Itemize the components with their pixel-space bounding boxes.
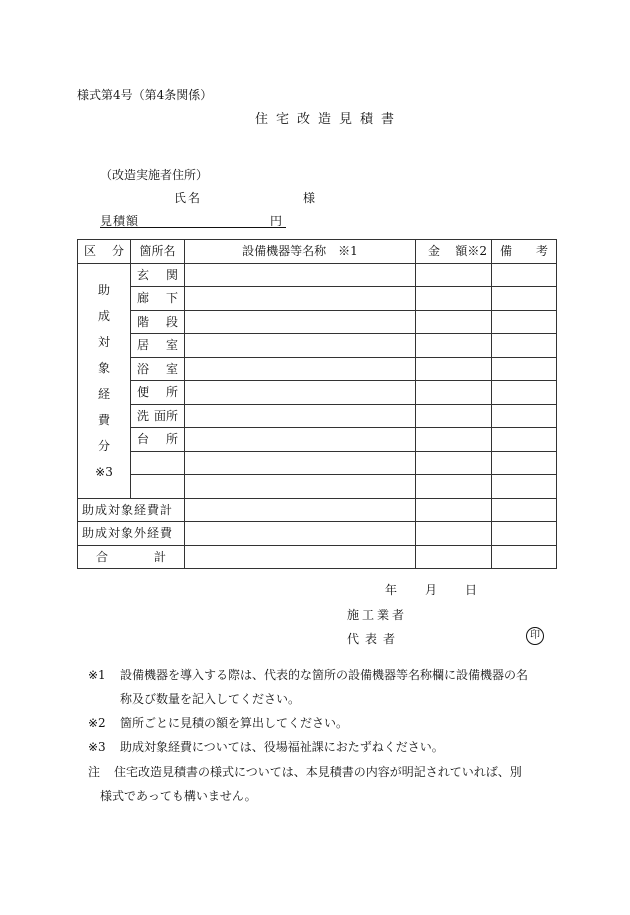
remarks-cell[interactable] (492, 263, 557, 287)
remarks-cell[interactable] (492, 428, 557, 452)
remarks-cell[interactable] (492, 287, 557, 311)
total-label: 合 計 (78, 545, 185, 569)
header-category: 区 分 (78, 240, 131, 264)
applicant-name-label: 氏名 (174, 191, 203, 205)
equipment-cell[interactable] (185, 498, 416, 522)
applicant-address-label: （改造実施者住所） (100, 168, 209, 182)
place-cell: 玄 関 (131, 263, 185, 287)
place-cell[interactable] (131, 451, 185, 475)
equipment-cell[interactable] (185, 428, 416, 452)
equipment-cell[interactable] (185, 451, 416, 475)
remarks-cell[interactable] (492, 451, 557, 475)
note-3: ※3 助成対象経費については、役場福祉課におたずねください。 (88, 740, 444, 754)
amount-cell[interactable] (416, 404, 492, 428)
table-row (78, 310, 557, 334)
seal-mark-icon: 印 (526, 627, 544, 645)
note-2: ※2 箇所ごとに見積の額を算出してください。 (88, 716, 349, 730)
place-cell: 居 室 (131, 334, 185, 358)
date-line (385, 581, 477, 598)
table-row (78, 451, 557, 475)
remarks-cell[interactable] (492, 404, 557, 428)
equipment-cell[interactable] (185, 357, 416, 381)
note-caution-continuation: 様式であっても構いません。 (100, 789, 257, 803)
table-row (78, 263, 557, 287)
yen-label: 円 (270, 214, 283, 228)
header-row (78, 240, 557, 264)
estimate-table (77, 239, 557, 569)
equipment-cell[interactable] (185, 381, 416, 405)
month-label: 月 (425, 583, 438, 597)
table-row (78, 428, 557, 452)
equipment-cell[interactable] (185, 475, 416, 499)
place-cell: 浴 室 (131, 357, 185, 381)
amount-cell[interactable] (416, 263, 492, 287)
equipment-cell[interactable] (185, 263, 416, 287)
note-1: ※1 設備機器を導入する際は、代表的な箇所の設備機器等名称欄に設備機器の名 (88, 668, 529, 682)
amount-cell[interactable] (416, 522, 492, 546)
document-title: 住宅改造見積書 (255, 112, 403, 127)
form-number: 様式第4号（第4条関係） (77, 88, 213, 102)
table-row (78, 357, 557, 381)
table-row (78, 475, 557, 499)
table-row (78, 404, 557, 428)
category-subsidy-cell: 助 成 対 象 経 費 分 ※3 (78, 263, 131, 498)
day-label: 日 (465, 583, 478, 597)
place-cell: 階 段 (131, 310, 185, 334)
note-caution: 注 住宅改造見積書の様式については、本見積書の内容が明記されていれば、別 (88, 765, 522, 779)
amount-cell[interactable] (416, 310, 492, 334)
note-1-continuation: 称及び数量を記入してください。 (120, 692, 301, 706)
amount-cell[interactable] (416, 334, 492, 358)
remarks-cell[interactable] (492, 357, 557, 381)
amount-cell[interactable] (416, 475, 492, 499)
year-label: 年 (385, 583, 398, 597)
equipment-cell[interactable] (185, 545, 416, 569)
subtotal-row (78, 498, 557, 522)
table-row (78, 334, 557, 358)
remarks-cell[interactable] (492, 498, 557, 522)
place-cell: 便 所 (131, 381, 185, 405)
equipment-cell[interactable] (185, 287, 416, 311)
amount-cell[interactable] (416, 381, 492, 405)
header-remarks: 備 考 (492, 240, 557, 264)
remarks-cell[interactable] (492, 381, 557, 405)
place-cell: 洗 面所 (131, 404, 185, 428)
equipment-cell[interactable] (185, 404, 416, 428)
place-cell[interactable] (131, 475, 185, 499)
header-equipment: 設備機器等名称 ※1 (185, 240, 416, 264)
non-subsidy-label: 助成対象外経費 (78, 522, 185, 546)
remarks-cell[interactable] (492, 475, 557, 499)
remarks-cell[interactable] (492, 334, 557, 358)
amount-cell[interactable] (416, 545, 492, 569)
non-subsidy-row (78, 522, 557, 546)
remarks-cell[interactable] (492, 310, 557, 334)
equipment-cell[interactable] (185, 522, 416, 546)
header-place: 箇所名 (131, 240, 185, 264)
amount-cell[interactable] (416, 357, 492, 381)
estimate-amount-label: 見積額 (100, 214, 140, 228)
header-amount: 金 額※2 (416, 240, 492, 264)
amount-cell[interactable] (416, 428, 492, 452)
honorific-sama: 様 (303, 191, 316, 205)
table-row (78, 381, 557, 405)
amount-cell[interactable] (416, 451, 492, 475)
amount-cell[interactable] (416, 287, 492, 311)
equipment-cell[interactable] (185, 334, 416, 358)
equipment-cell[interactable] (185, 310, 416, 334)
subtotal-label: 助成対象経費計 (78, 498, 185, 522)
total-row (78, 545, 557, 569)
place-cell: 台 所 (131, 428, 185, 452)
contractor-label: 施工業者 (347, 608, 408, 622)
remarks-cell[interactable] (492, 545, 557, 569)
amount-cell[interactable] (416, 498, 492, 522)
place-cell: 廊 下 (131, 287, 185, 311)
table-row (78, 287, 557, 311)
representative-label: 代表者 (347, 632, 402, 646)
remarks-cell[interactable] (492, 522, 557, 546)
